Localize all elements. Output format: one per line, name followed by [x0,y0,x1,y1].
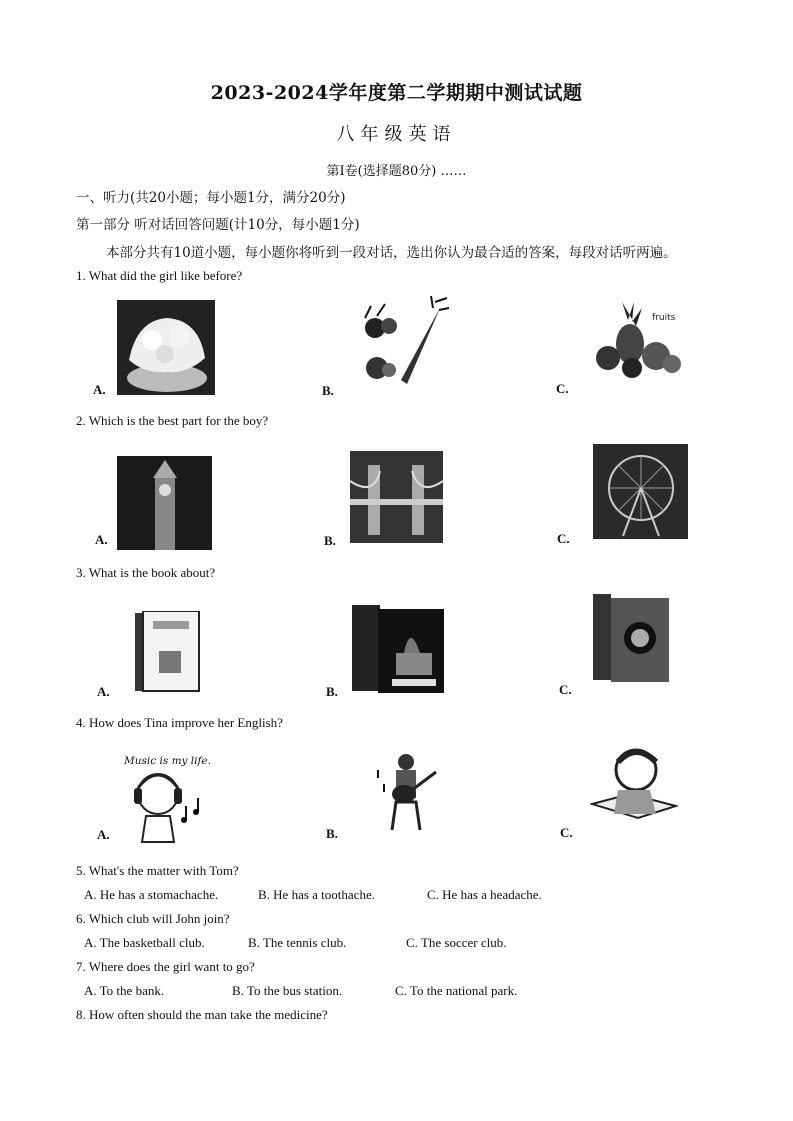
option-label-c: C. [556,381,569,396]
option-a[interactable]: A. The basketball club. [84,935,205,950]
option-b[interactable]: B. The tennis club. [248,935,347,950]
question-8: 8. How often should the man take the medicine? [76,1007,328,1022]
instructions: 本部分共有10道小题，每小题你将听到一段对话，选出你认为最合适的答案，每段对话听两遍。 [106,245,677,261]
question-5: 5. What's the matter with Tom? [76,863,239,878]
option-c[interactable]: C. To the national park. [395,983,518,998]
question-4: 4. How does Tina improve her English? [76,715,283,730]
question-2: 2. Which is the best part for the boy? [76,413,269,428]
option-label-c: C. [557,531,570,546]
volume-label: 第Ⅰ卷(选择题80分) …… [326,164,467,179]
book-box-icon[interactable] [593,594,671,682]
question-1: 1. What did the girl like before? [76,268,243,283]
option-b[interactable]: B. To the bus station. [232,983,343,998]
option-a[interactable]: A. To the bank. [84,983,165,998]
exam-subtitle: 八年级英语 [336,124,457,145]
option-label-c: C. [560,825,573,840]
option-label-b: B. [322,383,334,398]
boy-reading-icon[interactable] [590,744,678,832]
option-a[interactable]: A. He has a stomachache. [84,887,219,902]
option-label-b: B. [326,684,338,699]
option-b[interactable]: B. He has a toothache. [258,887,375,902]
option-label-c: C. [559,682,572,697]
girl-headphones-icon[interactable] [118,768,213,852]
book-icon[interactable] [135,611,201,693]
option-label-a: A. [95,532,108,547]
option-label-a: A. [93,382,106,397]
history-books-icon[interactable] [352,603,444,693]
question-3: 3. What is the book about? [76,565,216,580]
option-c[interactable]: C. He has a headache. [427,887,542,902]
section-heading: 一、听力(共20小题；每小题1分，满分20分) [76,190,346,206]
option-label-b: B. [324,533,336,548]
guitar-player-icon[interactable] [372,750,442,832]
vegetables-icon[interactable] [355,296,450,388]
fruits-icon[interactable] [592,298,687,380]
clock-tower-icon[interactable] [117,456,212,550]
option-label-b: B. [326,826,338,841]
part-heading: 第一部分 听对话回答问题(计10分，每小题1分) [76,217,360,233]
question-6: 6. Which club will John join? [76,911,230,926]
exam-title: 2023-2024学年度第二学期期中测试试题 [210,82,583,104]
ferris-wheel-icon[interactable] [593,444,688,539]
svg-text:fruits: fruits [652,313,676,323]
option-label-a: A. [97,684,110,699]
option-c[interactable]: C. The soccer club. [406,935,507,950]
music-caption: Music is my life. [124,755,211,767]
option-label-a: A. [97,827,110,842]
bridge-icon[interactable] [350,451,443,543]
question-7: 7. Where does the girl want to go? [76,959,255,974]
cake-icon[interactable] [117,300,215,395]
